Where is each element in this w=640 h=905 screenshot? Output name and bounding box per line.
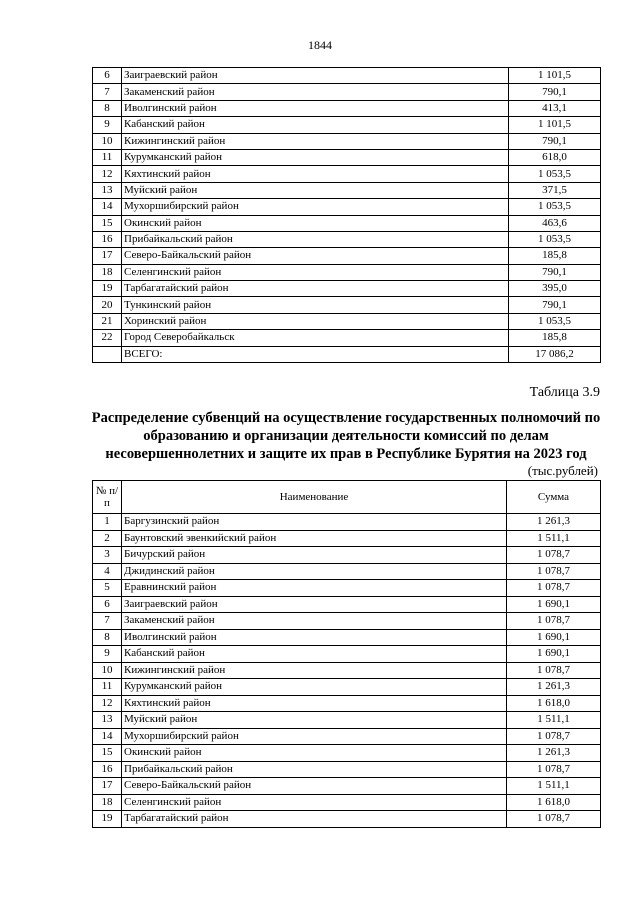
row-sum: 1 078,7 xyxy=(507,811,601,828)
header-sum: Сумма xyxy=(507,481,601,514)
row-sum: 1 618,0 xyxy=(507,695,601,712)
row-sum: 1 261,3 xyxy=(507,514,601,531)
row-number: 13 xyxy=(93,182,122,198)
row-number: 21 xyxy=(93,313,122,329)
table-row xyxy=(93,215,601,231)
table-row xyxy=(93,761,601,778)
table-row xyxy=(93,297,601,313)
row-number: 17 xyxy=(93,778,122,795)
row-name: Северо-Байкальский район xyxy=(122,778,507,795)
row-name: Селенгинский район xyxy=(122,794,507,811)
table-row xyxy=(93,264,601,280)
row-number: 9 xyxy=(93,646,122,663)
row-number: 8 xyxy=(93,100,122,116)
table-row xyxy=(93,728,601,745)
row-name: Еравнинский район xyxy=(122,580,507,597)
row-number: 16 xyxy=(93,761,122,778)
row-number: 19 xyxy=(93,281,122,297)
header-name: Наименование xyxy=(122,481,507,514)
row-name: Тарбагатайский район xyxy=(122,811,507,828)
row-sum: 17 086,2 xyxy=(509,346,601,362)
row-number: 16 xyxy=(93,231,122,247)
row-sum: 1 690,1 xyxy=(507,596,601,613)
table-row xyxy=(93,330,601,346)
row-sum: 1 053,5 xyxy=(509,199,601,215)
row-number: 22 xyxy=(93,330,122,346)
row-sum: 395,0 xyxy=(509,281,601,297)
row-number: 6 xyxy=(93,68,122,84)
page-number: 1844 xyxy=(308,38,332,52)
row-name: Северо-Байкальский район xyxy=(122,248,509,264)
table-row xyxy=(93,281,601,297)
row-sum: 1 101,5 xyxy=(509,68,601,84)
row-sum: 790,1 xyxy=(509,297,601,313)
row-name: Баргузинский район xyxy=(122,514,507,531)
previous-table-body xyxy=(93,68,601,363)
table-title: Распределение субвенций на осуществление государственных полномочий по образованию и организации деятельности комиссий по делам несовершеннолетних и защите их прав в Республике Бурятия на 2023 год xyxy=(91,410,601,462)
row-number: 7 xyxy=(93,84,122,100)
row-number: 9 xyxy=(93,117,122,133)
table-row xyxy=(93,182,601,198)
row-number: 17 xyxy=(93,248,122,264)
row-number: 7 xyxy=(93,613,122,630)
row-sum: 1 078,7 xyxy=(507,761,601,778)
table-row xyxy=(93,794,601,811)
row-number: 12 xyxy=(93,695,122,712)
row-name: Бичурский район xyxy=(122,547,507,564)
row-sum: 1 053,5 xyxy=(509,166,601,182)
row-name: Кижингинский район xyxy=(122,662,507,679)
table-row xyxy=(93,563,601,580)
row-name: Кяхтинский район xyxy=(122,166,509,182)
row-number: 14 xyxy=(93,728,122,745)
row-number: 11 xyxy=(93,149,122,165)
table-row xyxy=(93,547,601,564)
row-name: Город Северобайкальск xyxy=(122,330,509,346)
row-name: Мухоршибирский район xyxy=(122,728,507,745)
table-row xyxy=(93,133,601,149)
row-number: 10 xyxy=(93,662,122,679)
row-number: 12 xyxy=(93,166,122,182)
row-name: Муйский район xyxy=(122,182,509,198)
row-sum: 1 078,7 xyxy=(507,728,601,745)
row-sum: 790,1 xyxy=(509,133,601,149)
row-number: 13 xyxy=(93,712,122,729)
row-name: Иволгинский район xyxy=(122,629,507,646)
row-number: 14 xyxy=(93,199,122,215)
row-name: Кяхтинский район xyxy=(122,695,507,712)
row-sum: 1 078,7 xyxy=(507,547,601,564)
table-row xyxy=(93,646,601,663)
row-sum: 618,0 xyxy=(509,149,601,165)
table-row xyxy=(93,580,601,597)
row-number: 18 xyxy=(93,794,122,811)
row-name: ВСЕГО: xyxy=(122,346,509,362)
row-name: Баунтовский эвенкийский район xyxy=(122,530,507,547)
table-row xyxy=(93,679,601,696)
table-row xyxy=(93,811,601,828)
row-number: 2 xyxy=(93,530,122,547)
row-sum: 371,5 xyxy=(509,182,601,198)
table-row xyxy=(93,346,601,362)
row-name: Муйский район xyxy=(122,712,507,729)
row-name: Хоринский район xyxy=(122,313,509,329)
row-sum: 1 053,5 xyxy=(509,313,601,329)
row-name: Селенгинский район xyxy=(122,264,509,280)
row-sum: 790,1 xyxy=(509,84,601,100)
table-row xyxy=(93,695,601,712)
units-label: (тыс.рублей) xyxy=(527,463,598,478)
row-sum: 185,8 xyxy=(509,248,601,264)
row-sum: 1 511,1 xyxy=(507,530,601,547)
row-name: Закаменский район xyxy=(122,84,509,100)
row-number: 10 xyxy=(93,133,122,149)
row-name: Тункинский район xyxy=(122,297,509,313)
row-name: Прибайкальский район xyxy=(122,231,509,247)
row-name: Прибайкальский район xyxy=(122,761,507,778)
row-sum: 1 618,0 xyxy=(507,794,601,811)
table-header-row xyxy=(93,481,601,514)
row-name: Тарбагатайский район xyxy=(122,281,509,297)
row-name: Кабанский район xyxy=(122,117,509,133)
row-sum: 1 261,3 xyxy=(507,679,601,696)
header-num: № п/п xyxy=(93,481,122,514)
row-name: Курумканский район xyxy=(122,679,507,696)
row-number: 1 xyxy=(93,514,122,531)
row-sum: 1 053,5 xyxy=(509,231,601,247)
table-row xyxy=(93,313,601,329)
table-label: Таблица 3.9 xyxy=(529,385,600,400)
row-name: Курумканский район xyxy=(122,149,509,165)
row-number: 8 xyxy=(93,629,122,646)
table-row xyxy=(93,166,601,182)
table-row xyxy=(93,84,601,100)
row-sum: 1 078,7 xyxy=(507,563,601,580)
row-sum: 1 078,7 xyxy=(507,580,601,597)
row-sum: 790,1 xyxy=(509,264,601,280)
row-name: Окинский район xyxy=(122,215,509,231)
table-row xyxy=(93,117,601,133)
row-number: 20 xyxy=(93,297,122,313)
table-row xyxy=(93,662,601,679)
row-sum: 1 511,1 xyxy=(507,712,601,729)
table-row xyxy=(93,199,601,215)
table-row xyxy=(93,68,601,84)
table-row xyxy=(93,248,601,264)
row-number: 18 xyxy=(93,264,122,280)
row-number: 3 xyxy=(93,547,122,564)
table-row xyxy=(93,530,601,547)
table-row xyxy=(93,712,601,729)
row-sum: 1 690,1 xyxy=(507,646,601,663)
subvention-table-body xyxy=(93,514,601,828)
row-name: Джидинский район xyxy=(122,563,507,580)
row-sum: 1 261,3 xyxy=(507,745,601,762)
row-number: 6 xyxy=(93,596,122,613)
table-row xyxy=(93,514,601,531)
table-row xyxy=(93,629,601,646)
row-sum: 185,8 xyxy=(509,330,601,346)
table-row xyxy=(93,100,601,116)
row-name: Закаменский район xyxy=(122,613,507,630)
table-row xyxy=(93,745,601,762)
row-sum: 1 511,1 xyxy=(507,778,601,795)
table-row xyxy=(93,778,601,795)
row-name: Мухоршибирский район xyxy=(122,199,509,215)
row-number: 15 xyxy=(93,745,122,762)
row-name: Окинский район xyxy=(122,745,507,762)
subvention-table xyxy=(92,480,601,828)
row-name: Заиграевский район xyxy=(122,596,507,613)
row-sum: 413,1 xyxy=(509,100,601,116)
row-number: 19 xyxy=(93,811,122,828)
row-sum: 1 078,7 xyxy=(507,662,601,679)
row-number xyxy=(93,346,122,362)
row-number: 11 xyxy=(93,679,122,696)
row-name: Кабанский район xyxy=(122,646,507,663)
table-row xyxy=(93,231,601,247)
row-number: 15 xyxy=(93,215,122,231)
row-name: Кижингинский район xyxy=(122,133,509,149)
previous-table xyxy=(92,67,601,363)
row-name: Иволгинский район xyxy=(122,100,509,116)
table-row xyxy=(93,149,601,165)
table-row xyxy=(93,613,601,630)
row-sum: 1 078,7 xyxy=(507,613,601,630)
row-name: Заиграевский район xyxy=(122,68,509,84)
row-sum: 1 690,1 xyxy=(507,629,601,646)
row-sum: 1 101,5 xyxy=(509,117,601,133)
row-number: 4 xyxy=(93,563,122,580)
table-row xyxy=(93,596,601,613)
row-number: 5 xyxy=(93,580,122,597)
row-sum: 463,6 xyxy=(509,215,601,231)
